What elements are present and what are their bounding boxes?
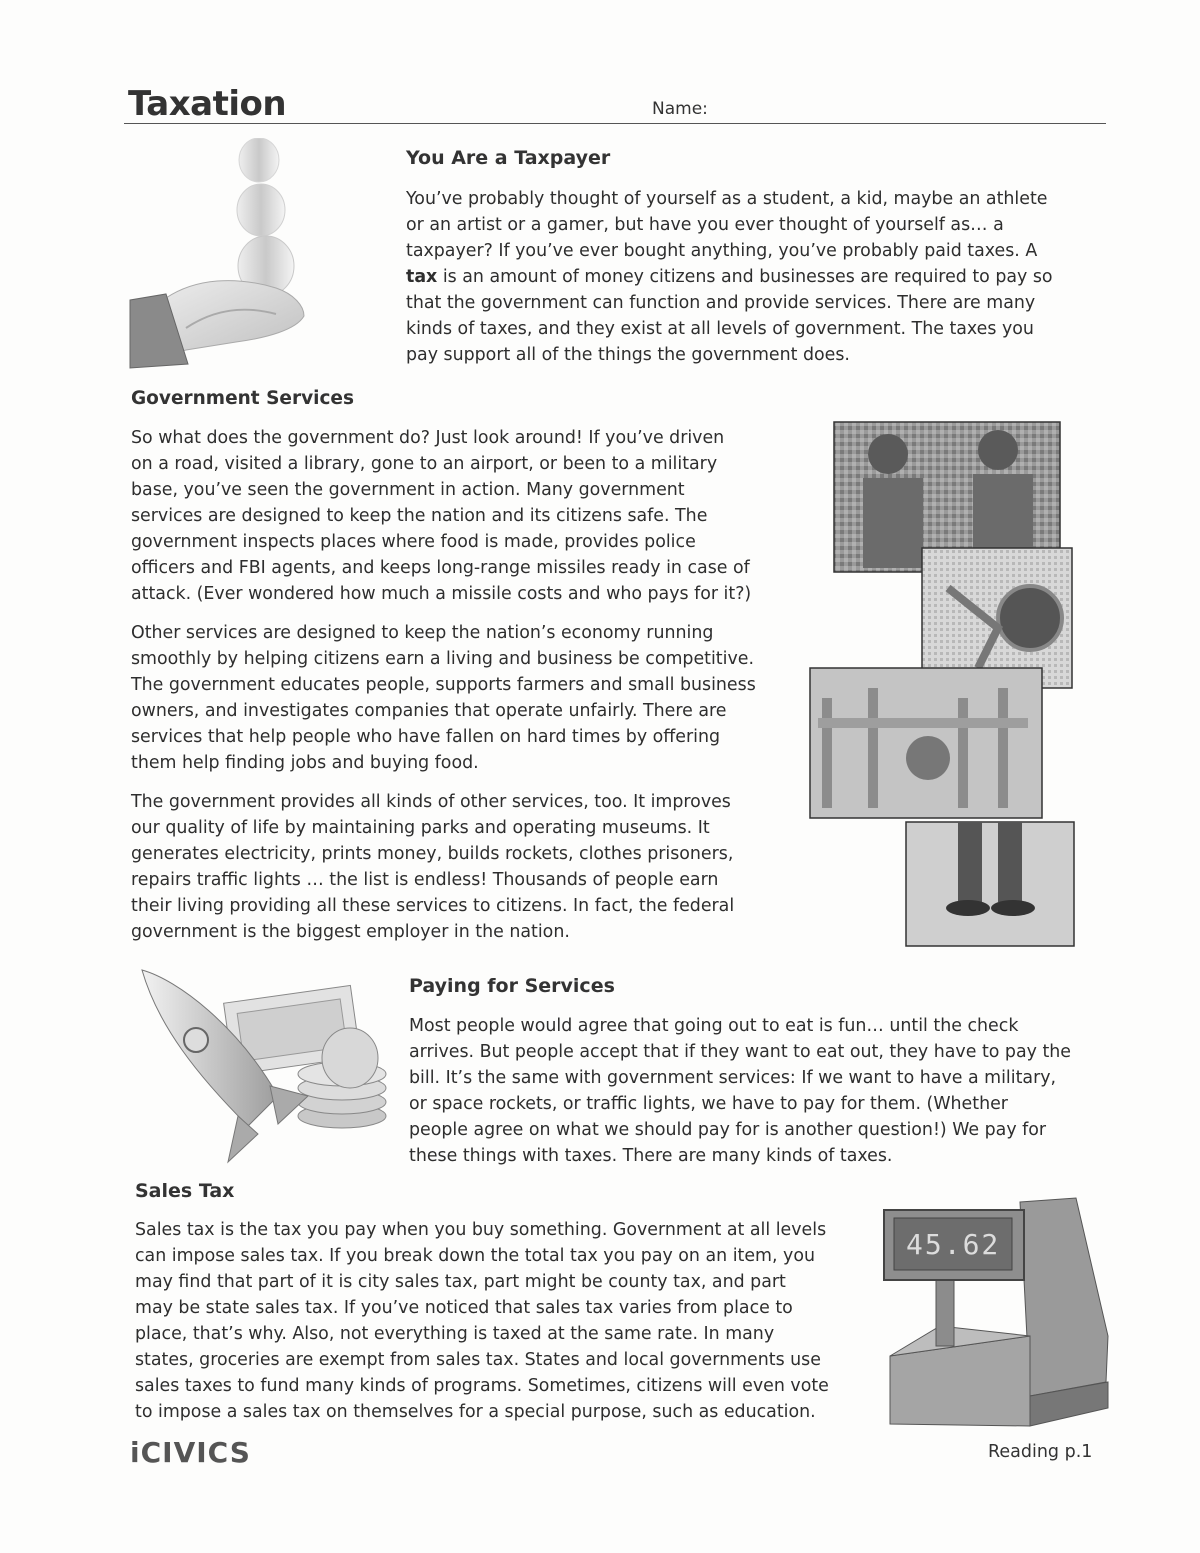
paying-paragraph: Most people would agree that going out to eat is fun… until the check arrives. But people accept that if they want to eat out, they have to pay the bill. It’s the same with government services: If we want to have a military, or space rockets, or traffic lights, we have to pay for them. (Whether people agree on what we should pay for is another question!) We pay for these things with taxes. There are many kinds of taxes.: [409, 1016, 1071, 1166]
government-collage-image: [808, 418, 1078, 948]
rocket-money-icon: [138, 966, 400, 1172]
section-heading-paying: Paying for Services: [409, 975, 615, 997]
cash-register-icon: [880, 1196, 1110, 1432]
section-heading-gov-services: Government Services: [131, 388, 354, 409]
hand-coins-icon: [126, 138, 316, 370]
gov-services-paragraph-2: Other services are designed to keep the nation’s economy running smoothly by helping citizens earn a living and business be competitive. The government educates people, supports farmers and small business owners, and investigates companies that operate unfairly. There are services that help people who have fallen on hard times by offering them help finding jobs and buying food.: [131, 623, 756, 773]
register-display: 45.62: [906, 1228, 1001, 1261]
bold-term-tax: tax: [406, 267, 438, 287]
gov-services-paragraph-3: The government provides all kinds of other services, too. It improves our quality of life by maintaining parks and operating museums. It generates electricity, prints money, builds rockets, clothes prisoners, repairs traffic lights … the list is endless! Thousands of people earn their living providing all these services to citizens. In fact, the federal government is the biggest employer in the nation.: [131, 792, 735, 942]
page-title: Taxation: [128, 84, 287, 124]
header-rule: [124, 123, 1106, 124]
icivics-logo: iCIVICS: [130, 1436, 251, 1469]
page-number: Reading p.1: [988, 1442, 1093, 1462]
section-heading-taxpayer: You Are a Taxpayer: [406, 147, 611, 169]
name-label: Name:: [652, 99, 708, 119]
taxpayer-paragraph: You’ve probably thought of yourself as a student, a kid, maybe an athlete or an artist or a gamer, but have you ever thought of yourself as… a taxpayer? If you’ve ever bought anything, you’ve probably paid taxes. A tax is an amount of money citizens and businesses are required to pay so that the government can function and provide services. There are many kinds of taxes, and they exist at all levels of government. The taxes you pay support all of the things the government does.: [406, 189, 1053, 365]
gov-services-paragraph-1: So what does the government do? Just look around! If you’ve driven on a road, visited a library, gone to an airport, or been to a military base, you’ve seen the government in action. Many government services are designed to keep the nation and its citizens safe. The government inspects places where food is made, provides police officers and FBI agents, and keeps long-range missiles ready in case of attack. (Ever wondered how much a missile costs and who pays for it?): [131, 428, 752, 604]
sales-tax-paragraph: Sales tax is the tax you pay when you buy something. Government at all levels can impose sales tax. If you break down the total tax you pay on an item, you may find that part of it is city sales tax, part might be county tax, and part may be state sales tax. If you’ve noticed that sales tax varies from place to place, that’s why. Also, not everything is taxed at the same rate. In many states, groceries are exempt from sales tax. States and local governments use sales taxes to fund many kinds of programs. Sometimes, citizens will even vote to impose a sales tax on themselves for a special purpose, such as education.: [135, 1220, 829, 1422]
section-heading-sales-tax: Sales Tax: [135, 1180, 235, 1202]
